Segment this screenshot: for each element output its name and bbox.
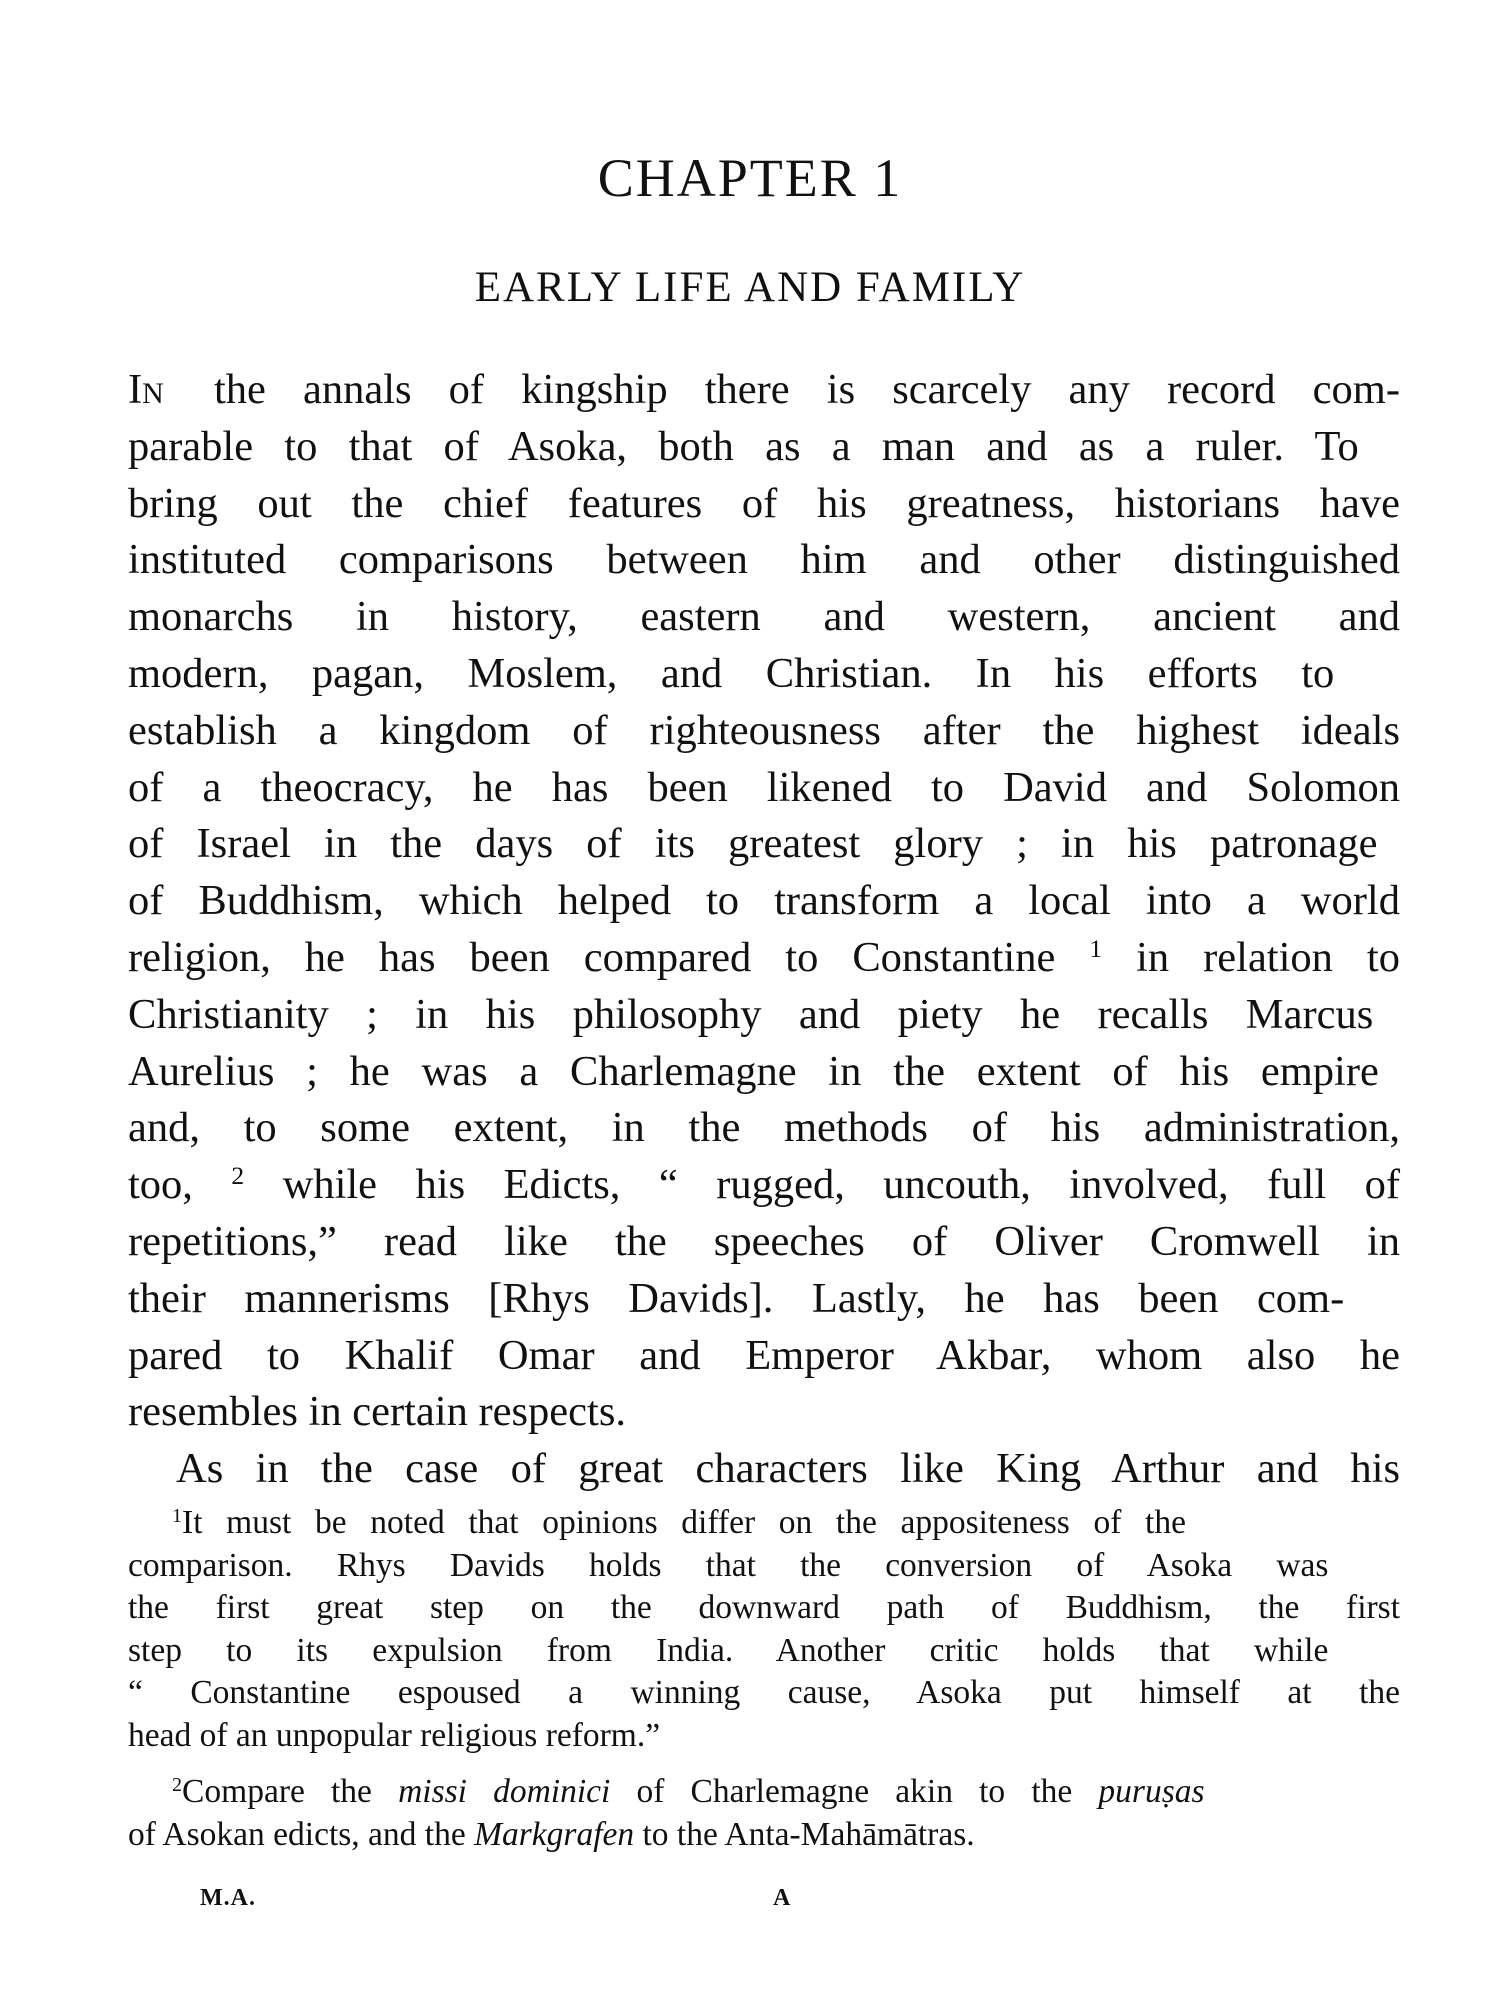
footnote-marker: 1: [172, 1504, 183, 1527]
footnote-reference[interactable]: 1: [1089, 933, 1103, 963]
text-line: repetitions,” read like the speeches of Oliver Cromwell in: [128, 1217, 1400, 1265]
body-text: [128, 362, 1400, 1498]
footnote-line: [128, 1715, 1400, 1758]
footnote-marker: 2: [172, 1773, 183, 1796]
text-line: of a theocracy, he has been likened to David and Solomon: [128, 763, 1400, 811]
text-line: resembles in certain respects.: [128, 1388, 626, 1436]
text-line: and, to some extent, in the methods of his administration,: [128, 1104, 1400, 1152]
text-line: of Israel in the days of its greatest glory ; in his patronage: [128, 820, 1378, 868]
footnote-text: It must be noted that opinions differ on the appositeness of the: [182, 1504, 1186, 1541]
footnote-1: [128, 1502, 1400, 1757]
footnote-line: [128, 1545, 1400, 1588]
italic-term: missi dominici: [398, 1773, 611, 1810]
footnote-2: [128, 1771, 1400, 1856]
signature-mark: M.A.: [200, 1885, 256, 1911]
italic-term: puruṣas: [1098, 1773, 1205, 1810]
text-line: monarchs in history, eastern and western, ancient and: [128, 593, 1400, 641]
chapter-heading: CHAPTER 1: [597, 148, 903, 208]
paragraph: [128, 1441, 1400, 1498]
footnote-reference[interactable]: 2: [231, 1161, 245, 1191]
text-line: instituted comparisons between him and other distinguished: [128, 536, 1400, 584]
text-line: parable to that of Asoka, both as a man and as a ruler. To: [128, 422, 1359, 470]
signature-letter: A: [773, 1885, 792, 1911]
text-line: their mannerisms [Rhys Davids]. Lastly, he has been com-: [128, 1274, 1345, 1322]
footnote-line: of Asokan edicts, and the Markgrafen to the Anta-Mahāmātras.: [128, 1815, 975, 1853]
text-line: of Buddhism, which helped to transform a local into a world: [128, 877, 1400, 925]
text-line: modern, pagan, Moslem, and Christian. In his efforts to: [128, 649, 1335, 697]
text-line: Christianity ; in his philosophy and piety he recalls Marcus: [128, 990, 1374, 1038]
footnote-line: [128, 1630, 1400, 1673]
initial-word: In: [128, 366, 164, 413]
paragraph: [128, 362, 1400, 1441]
footnote-text: head of an unpopular religious reform.”: [128, 1716, 661, 1754]
footnote-line: $^2$Compare the missi dominici of Charlemagne akin to the puruṣas: [172, 1773, 1205, 1810]
chapter-title: EARLY LIFE AND FAMILY: [474, 264, 1026, 311]
text-line: pared to Khalif Omar and Emperor Akbar, whom also he: [128, 1331, 1400, 1379]
text-line: religion, he has been compared to Constantine $^1$ in relation to: [128, 933, 1400, 981]
footnote-line: [128, 1672, 1400, 1715]
italic-term: Markgrafen: [474, 1815, 635, 1853]
footnote-text: “ Constantine espoused a winning cause, Asoka put himself at the: [128, 1674, 1400, 1711]
text-line: bring out the chief features of his greatness, historians have: [128, 479, 1400, 527]
footnote-line: [128, 1587, 1400, 1630]
text-line: As in the case of great characters like King Arthur and his: [176, 1445, 1400, 1493]
text-line: too, $^2$ while his Edicts, “ rugged, uncouth, involved, full of: [128, 1161, 1400, 1209]
footnote-text: comparison. Rhys Davids holds that the conversion of Asoka was: [128, 1546, 1329, 1584]
footnote-text: step to its expulsion from India. Another critic holds that while: [128, 1631, 1329, 1669]
footnote-text: the first great step on the downward path of Buddhism, the first: [128, 1589, 1400, 1626]
text-line: Aurelius ; he was a Charlemagne in the extent of his empire: [128, 1047, 1379, 1095]
text-line: In the annals of kingship there is scarcely any record com-: [128, 366, 1400, 413]
footnotes: [128, 1502, 1400, 1856]
footnote-line: [128, 1502, 1400, 1545]
text-line: establish a kingdom of righteousness after the highest ideals: [128, 706, 1400, 754]
